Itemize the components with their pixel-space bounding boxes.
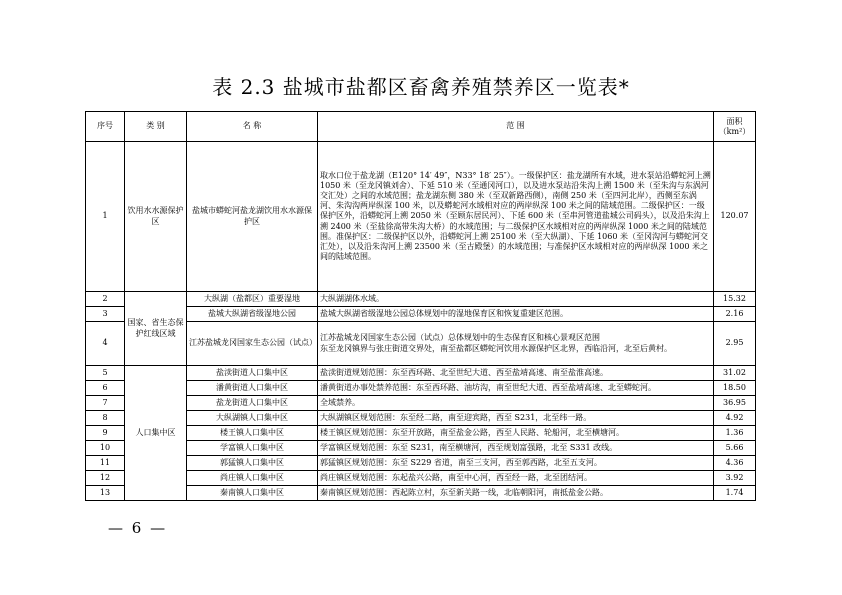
- row-no: 2: [86, 292, 125, 307]
- page-title: 表 2.3 盐城市盐都区畜禽养殖禁养区一览表*: [212, 75, 630, 99]
- row-name: 江苏盐城龙冈国家生态公园（试点）: [187, 322, 318, 366]
- row-scope: 学富镇区规划范围：东至 S231，南至横塘河，西至规划富强路，北至 S331 改线。: [318, 441, 714, 456]
- row-no: 12: [86, 471, 125, 486]
- row-area: 15.32: [714, 292, 756, 307]
- table-header-row: [86, 112, 756, 142]
- table-row: [86, 441, 756, 456]
- header-name: 名 称: [187, 112, 318, 142]
- row-name: 盐城市蟒蛇河盐龙湖饮用水水源保护区: [187, 142, 318, 292]
- table-row: [86, 142, 756, 292]
- row-category: 国家、省生态保护红线区域: [125, 292, 187, 366]
- table-row: [86, 486, 756, 501]
- table-row: [86, 381, 756, 396]
- header-area: [714, 112, 756, 142]
- row-scope-line: 东至龙冈镇界与张庄街道交界处，南至盐都区蟒蛇河饮用水源保护区北界，西临沿河，北至后黄村。: [320, 343, 672, 353]
- row-no: 7: [86, 396, 125, 411]
- row-no: 1: [86, 142, 125, 292]
- row-area: 1.36: [714, 426, 756, 441]
- row-area: 120.07: [714, 142, 756, 292]
- row-scope: [318, 322, 714, 366]
- row-area: 18.50: [714, 381, 756, 396]
- row-no: 13: [86, 486, 125, 501]
- table-row: [86, 456, 756, 471]
- row-name: 楼王镇人口集中区: [187, 426, 318, 441]
- row-no: 11: [86, 456, 125, 471]
- table-row: [86, 307, 756, 322]
- row-area: 36.95: [714, 396, 756, 411]
- table-row: [86, 322, 756, 366]
- row-scope: 郭猛镇区规划范围：东至 S229 省道，南至三支河，西至郭西路，北至五支河。: [318, 456, 714, 471]
- row-scope: 盐城大纵湖省级湿地公园总体规划中的湿地保育区和恢复重建区范围。: [318, 307, 714, 322]
- row-no: 8: [86, 411, 125, 426]
- row-scope-line: 江苏盐城龙冈国家生态公园（试点）总体规划中的生态保育区和核心景观区范围: [320, 333, 600, 343]
- row-scope: 尚庄镇区规划范围：东起盐兴公路，南至中心河，西至经一路，北至团结河。: [318, 471, 714, 486]
- row-scope: 盐渎街道规划范围：东至西环路、北至世纪大道、西至盐靖高速、南至盐淮高速。: [318, 366, 714, 381]
- row-name: 大纵湖镇人口集中区: [187, 411, 318, 426]
- row-area: 1.74: [714, 486, 756, 501]
- table-row: [86, 426, 756, 441]
- row-area: 31.02: [714, 366, 756, 381]
- row-scope: 全域禁养。: [318, 396, 714, 411]
- row-name: 盐龙街道人口集中区: [187, 396, 318, 411]
- table-row: [86, 411, 756, 426]
- header-area-label: 面积: [726, 116, 743, 126]
- row-area: 2.16: [714, 307, 756, 322]
- ban-zone-table: [85, 111, 756, 501]
- header-scope: 范 围: [318, 112, 714, 142]
- row-name: 学富镇人口集中区: [187, 441, 318, 456]
- row-name: 大纵湖（盐都区）重要湿地: [187, 292, 318, 307]
- row-no: 4: [86, 322, 125, 366]
- row-scope: 秦南镇区规划范围：西起陈立村，东至新关路一线，北临朝阳河，南抵盐金公路。: [318, 486, 714, 501]
- row-name: 潘黄街道人口集中区: [187, 381, 318, 396]
- table-row: [86, 396, 756, 411]
- row-no: 9: [86, 426, 125, 441]
- header-no: 序号: [86, 112, 125, 142]
- row-no: 6: [86, 381, 125, 396]
- row-scope: 潘黄街道办事处禁养范围：东至西环路、油坊沟，南至世纪大道、西至盐靖高速、北至蟒蛇河。: [318, 381, 714, 396]
- row-no: 10: [86, 441, 125, 456]
- row-area: 4.36: [714, 456, 756, 471]
- header-area-unit: （km²）: [718, 126, 751, 136]
- header-category: 类 别: [125, 112, 187, 142]
- row-scope: 大纵湖湖体水域。: [318, 292, 714, 307]
- row-area: 4.92: [714, 411, 756, 426]
- row-name: 郭猛镇人口集中区: [187, 456, 318, 471]
- row-area: 3.92: [714, 471, 756, 486]
- row-scope: 楼王镇区规划范围：东至开放路，南至盐金公路，西至人民路、轮船河，北至横塘河。: [318, 426, 714, 441]
- row-no: 3: [86, 307, 125, 322]
- row-name: 盐渎街道人口集中区: [187, 366, 318, 381]
- row-name: 秦南镇人口集中区: [187, 486, 318, 501]
- row-scope: 大纵湖镇区规划范围：东至经二路，南至迎宾路，西至 S231，北至纬一路。: [318, 411, 714, 426]
- row-name: 盐城大纵湖省级湿地公园: [187, 307, 318, 322]
- row-category: 饮用水水源保护区: [125, 142, 187, 292]
- table-row: [86, 471, 756, 486]
- row-scope: 取水口位于盐龙湖（E120° 14′ 49″，N33° 18′ 25″）。一级保护区：盐龙湖所有水域，进水泵站沿蟒蛇河上溯 1050 米（至龙冈镇刘舍）、下延 510 米（至通冈河口），以及进水泵站沿朱沟上溯 1500 米（至朱沟与东涡河交汇处）之间的水域范围；盐龙湖东侧 380 米（至双新路西侧），南侧 250 米（至四河北岸），西侧至东涡河、朱沟沟两岸纵深 100 米，以及蟒蛇河水域相对应的两岸纵深 100 米之间的陆域范围。二级保护区：一级保护区外，沿蟒蛇河上溯 2050 米（至顾东居民河）、下延 600 米（至串河管道盐城公司码头），以及沿朱沟上溯 2400 米（至盐徐高带朱沟大桥）的水域范围；与二级保护区水域相对应的两岸纵深 1000 米之间的陆域范围。准保护区：二级保护区以外，沿蟒蛇河上溯 25100 米（至大纵湖）、下延 1060 米（至冈沟河与蟒蛇河交汇处），以及沿朱沟河上溯 23500 米（至古殿堡）的水域范围；与准保护区水域相对应的两岸纵深 1000 米之间的陆域范围。: [318, 142, 714, 292]
- table-row: [86, 292, 756, 307]
- row-name: 尚庄镇人口集中区: [187, 471, 318, 486]
- page-number: — 6 —: [108, 519, 168, 537]
- row-category: 人口集中区: [125, 366, 187, 501]
- row-area: 2.95: [714, 322, 756, 366]
- row-no: 5: [86, 366, 125, 381]
- table-row: [86, 366, 756, 381]
- row-area: 5.66: [714, 441, 756, 456]
